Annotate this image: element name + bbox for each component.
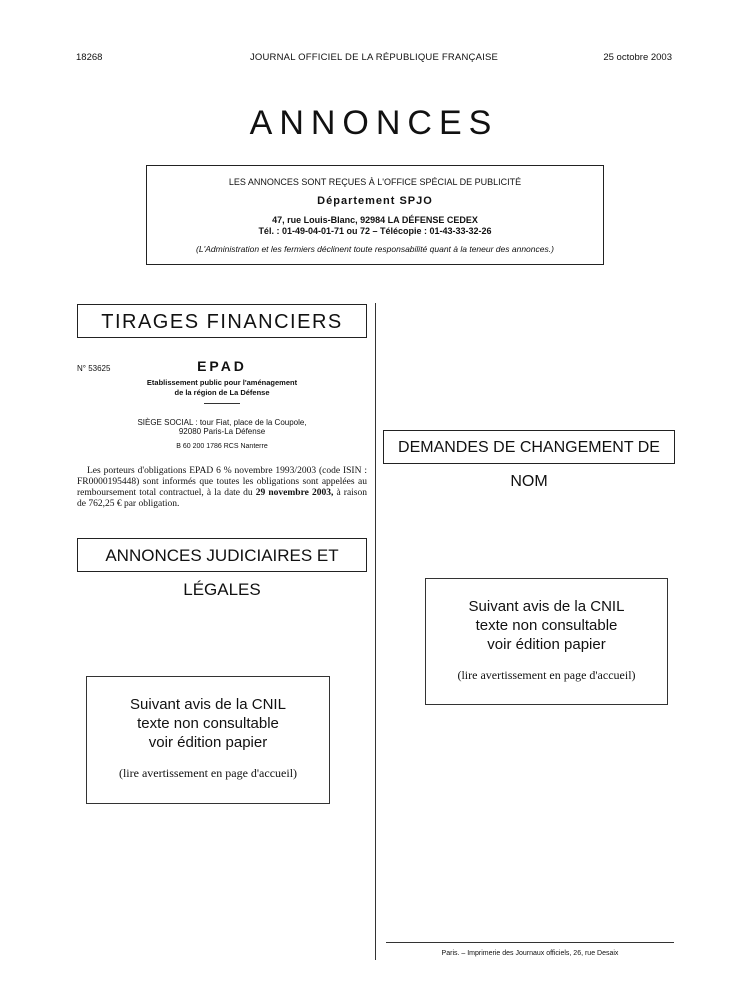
column-divider: [375, 303, 376, 960]
rcs-number: B 60 200 1786 RCS Nanterre: [176, 443, 268, 450]
cnil-note: (lire avertissement en page d'accueil): [457, 668, 636, 682]
contact-phone: Tél. : 01-49-04-01-71 ou 72 – Télécopie : 01-43-33-32-26: [258, 226, 492, 236]
announcement-body: [77, 466, 367, 510]
address: 47, rue Louis-Blanc, 92984 LA DÉFENSE CEDEX: [272, 215, 478, 225]
info-line: LES ANNONCES SONT REÇUES À L'OFFICE SPÉCIAL DE PUBLICITÉ: [228, 177, 522, 187]
cnil-notice-box: [86, 676, 330, 804]
page-title: ANNONCES: [249, 104, 499, 142]
cnil-line: Suivant avis de la CNIL: [468, 598, 625, 615]
announcement-subtitle: [77, 378, 367, 398]
section-heading-annonces-judiciaires: ANNONCES JUDICIAIRES ET LÉGALES: [77, 538, 367, 572]
cnil-line: Suivant avis de la CNIL: [130, 696, 286, 713]
registered-office: [77, 418, 367, 436]
publication-info-box: [146, 165, 604, 265]
body-date: 29 novembre 2003,: [255, 488, 334, 498]
cnil-notice-box: [425, 578, 668, 705]
issue-date: 25 octobre 2003: [603, 52, 672, 63]
printer-footer: Paris. – Imprimerie des Journaux officiels, 26, rue Desaix: [441, 950, 619, 957]
section-heading-demandes: DEMANDES DE CHANGEMENT DE NOM: [383, 430, 675, 464]
announcement-number: N° 53625: [77, 364, 111, 373]
footer-rule: [386, 942, 674, 943]
divider-rule: [204, 403, 240, 404]
body-text: à raison de 762,25 € par obligation.: [77, 488, 368, 509]
disclaimer: (L'Administration et les fermiers déclinent toute responsabilité quant à la teneur des annonces.): [196, 244, 554, 254]
siege-line: SIÈGE SOCIAL : tour Fiat, place de la Coupole,: [137, 418, 307, 427]
section-heading-tirages: TIRAGES FINANCIERS: [77, 304, 367, 338]
page-number: 18268: [76, 52, 103, 63]
cnil-line: texte non consultable: [475, 617, 618, 634]
cnil-line: texte non consultable: [137, 715, 279, 732]
subtitle-line: Etablissement public pour l'aménagement: [146, 378, 298, 387]
subtitle-line: de la région de La Défense: [174, 388, 270, 397]
siege-line: 92080 Paris-La Défense: [178, 427, 266, 436]
cnil-line: voir édition papier: [148, 734, 268, 751]
body-text: Les porteurs d'obligations EPAD 6 % novembre 1993/2003 (code ISIN : FR0000195448) sont informés que toutes les obligations sont appelées au remboursement total contractuel, à la date du: [77, 466, 367, 498]
journal-title: JOURNAL OFFICIEL DE LA RÉPUBLIQUE FRANÇAISE: [249, 52, 499, 63]
announcement-company: EPAD: [197, 358, 247, 374]
cnil-line: voir édition papier: [487, 636, 606, 653]
department-name: Département SPJO: [317, 195, 433, 207]
cnil-note: (lire avertissement en page d'accueil): [118, 766, 298, 780]
